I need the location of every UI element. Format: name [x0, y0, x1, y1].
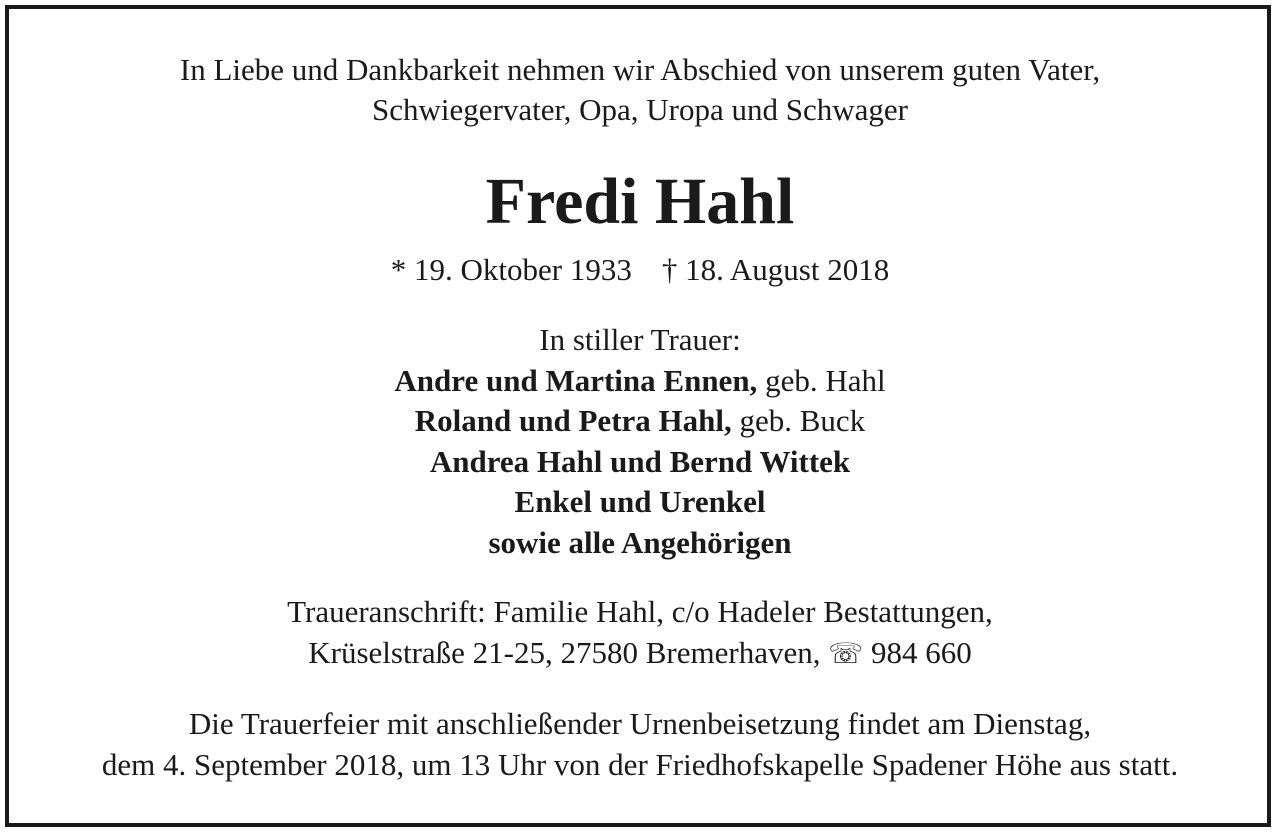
telephone-icon: ☏ [828, 637, 864, 670]
mourner-name: Enkel und Urenkel [514, 484, 766, 519]
address-line-2 [0, 633, 1280, 674]
phone-number: 984 660 [870, 635, 972, 670]
mourner-row [0, 361, 1280, 401]
mourner-row [0, 401, 1280, 441]
service-line-2: dem 4. September 2018, um 13 Uhr von der Friedhofskapelle Spadener Höhe aus statt. [101, 747, 1179, 782]
address-street: Krüselstraße 21-25, 27580 Bremerhaven, [308, 635, 821, 670]
mourner-row [0, 482, 1280, 522]
deceased-name: Fredi Hahl [485, 165, 795, 238]
death-date: † 18. August 2018 [661, 252, 890, 287]
mourner-maiden-name: geb. Buck [731, 403, 866, 438]
service-line-1: Die Trauerfeier mit anschließender Urnenbeisetzung findet am Dienstag, [188, 706, 1092, 741]
address-line-1: Traueranschrift: Familie Hahl, c/o Hadeler Bestattungen, [287, 594, 993, 629]
life-dates [0, 250, 1280, 290]
mourners-heading: In stiller Trauer: [539, 322, 741, 357]
mourner-row [0, 442, 1280, 482]
mourner-name: sowie alle Angehörigen [488, 525, 792, 560]
birth-date: * 19. Oktober 1933 [390, 252, 632, 287]
mourner-name: Roland und Petra Hahl, [414, 403, 732, 438]
mourner-row [0, 523, 1280, 563]
intro-line-1: In Liebe und Dankbarkeit nehmen wir Abschied von unserem guten Vater, [179, 52, 1101, 87]
mourner-maiden-name: geb. Hahl [757, 363, 886, 398]
intro-line-2: Schwiegervater, Opa, Uropa und Schwager [372, 92, 908, 127]
mourner-name: Andrea Hahl und Bernd Wittek [429, 444, 851, 479]
mourner-name: Andre und Martina Ennen, [394, 363, 758, 398]
